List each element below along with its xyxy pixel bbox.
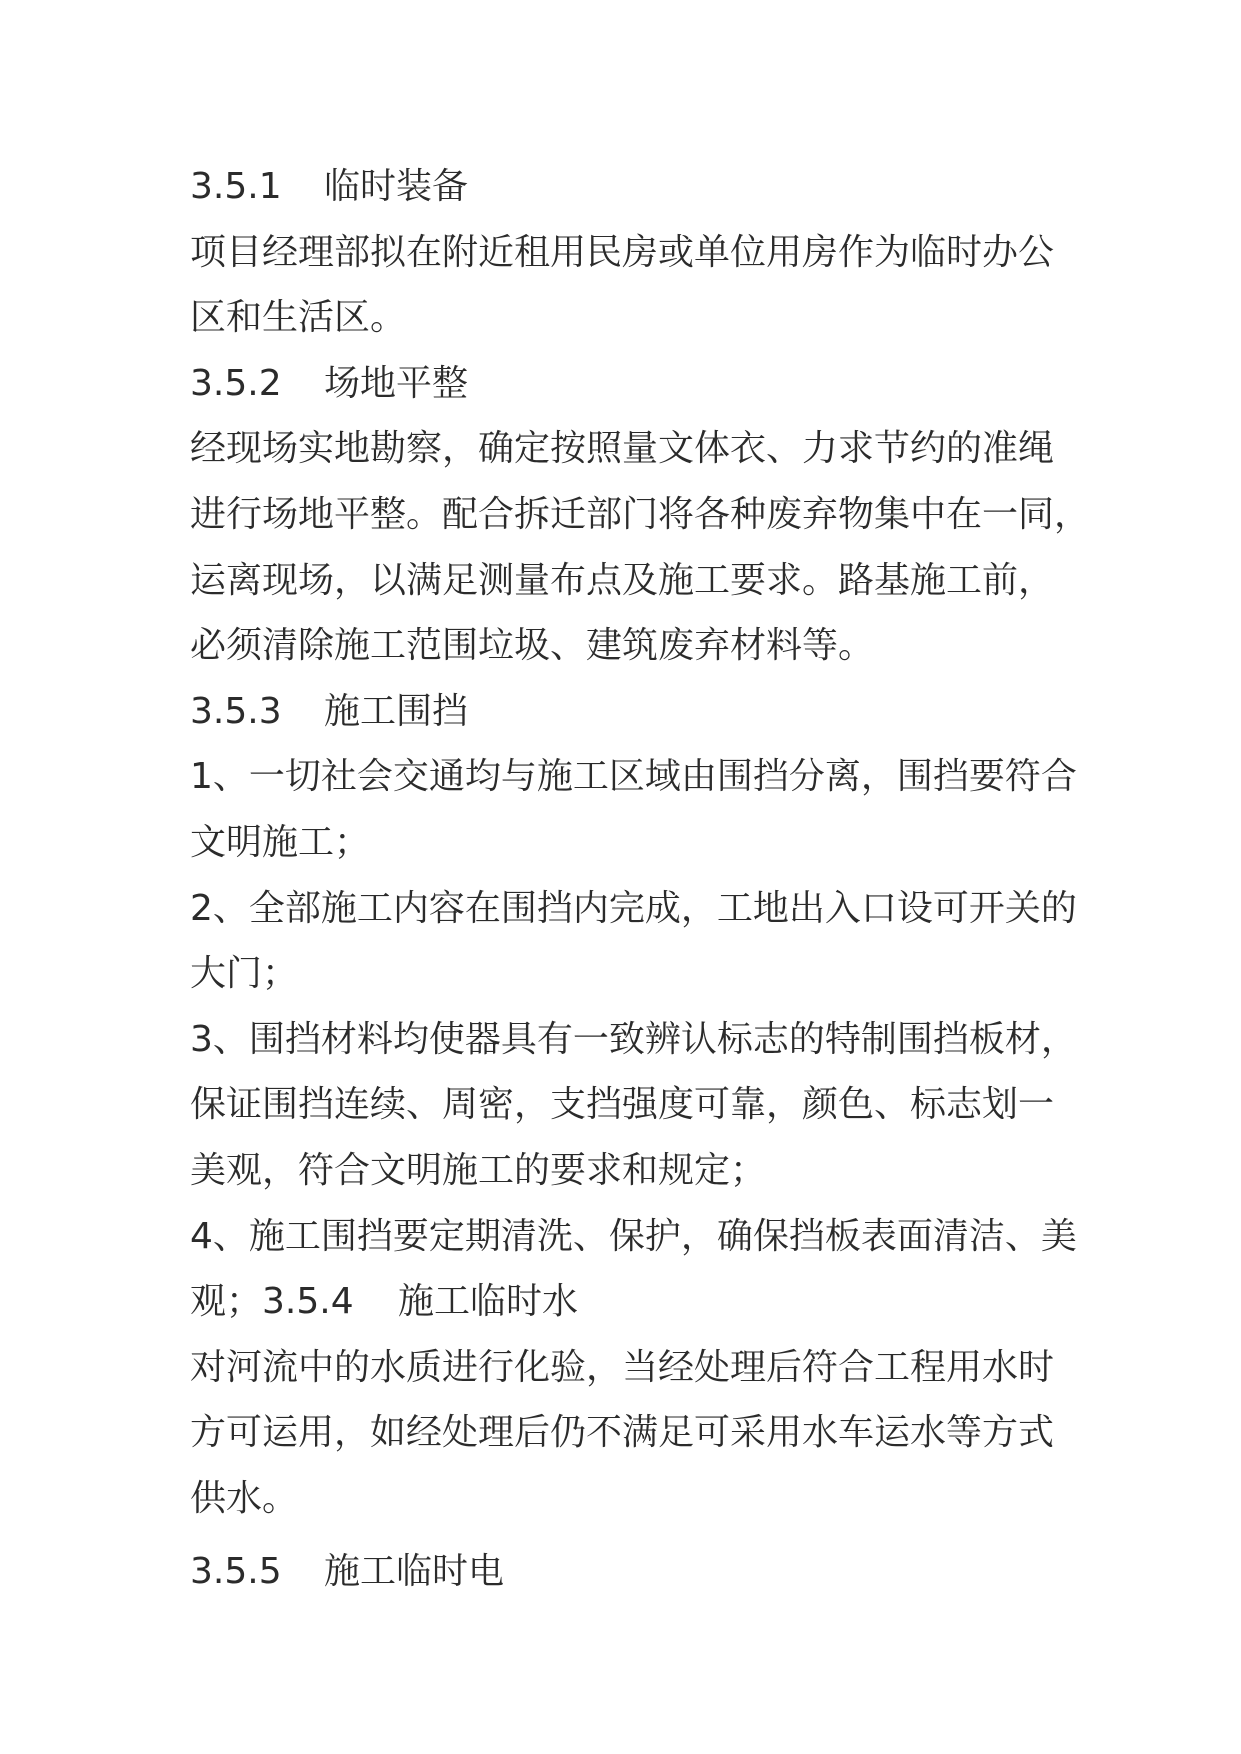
section-title: 临时装备	[324, 166, 469, 207]
section-heading-3-5-1	[190, 154, 1070, 220]
section-heading-3-5-2	[190, 351, 1070, 417]
list-item-line: 大门；	[190, 953, 299, 995]
document-body	[190, 154, 1091, 1605]
paragraph-line: 方可运用，如经处理后仍不满足可采用水车运水等方式	[190, 1412, 1055, 1454]
section-heading-3-5-5	[190, 1539, 1070, 1605]
section-number: 3.5.5	[190, 1551, 282, 1593]
list-item-line: 3、围挡材料均使器具有一致辨认标志的特制围挡板材，	[190, 1018, 1077, 1060]
section-title: 场地平整	[324, 362, 469, 404]
section-number: 3.5.4	[262, 1281, 354, 1323]
list-item-line: 保证围挡连续、周密，支挡强度可靠，颜色、标志划一	[190, 1084, 1055, 1126]
list-item-line: 1、一切社会交通均与施工区域由围挡分离，围挡要符合	[190, 756, 1077, 798]
section-title: 施工临时水	[398, 1281, 579, 1323]
paragraph-line: 对河流中的水质进行化验，当经处理后符合工程用水时	[190, 1346, 1055, 1388]
section-heading-3-5-4	[190, 1269, 1070, 1335]
list-item-line: 美观，符合文明施工的要求和规定；	[190, 1149, 767, 1191]
paragraph-line: 经现场实地勘察，确定按照量文体衣、力求节约的准绳	[190, 428, 1055, 470]
paragraph-line: 进行场地平整。配合拆迁部门将各种废弃物集中在一同，	[190, 493, 1091, 535]
section-number: 3.5.3	[190, 690, 282, 732]
list-item-line-end: 观；	[190, 1281, 263, 1323]
paragraph-line: 供水。	[190, 1477, 299, 1519]
section-title: 施工临时电	[324, 1551, 505, 1593]
section-heading-3-5-3	[190, 679, 1070, 745]
paragraph-line: 运离现场，以满足测量布点及施工要求。路基施工前，	[190, 559, 1055, 601]
list-item-line: 2、全部施工内容在围挡内完成，工地出入口设可开关的	[190, 887, 1077, 929]
section-title: 施工围挡	[324, 690, 469, 732]
section-number: 3.5.1	[190, 166, 282, 207]
paragraph-line: 必须清除施工范围垃圾、建筑废弃材料等。	[190, 625, 875, 667]
section-number: 3.5.2	[190, 362, 282, 404]
paragraph-line: 项目经理部拟在附近租用民房或单位用房作为临时办公	[190, 231, 1055, 273]
paragraph-line: 区和生活区。	[190, 297, 407, 339]
list-item-line: 4、施工围挡要定期清洗、保护，确保挡板表面清洁、美	[190, 1215, 1077, 1257]
list-item-line: 文明施工；	[190, 821, 371, 863]
